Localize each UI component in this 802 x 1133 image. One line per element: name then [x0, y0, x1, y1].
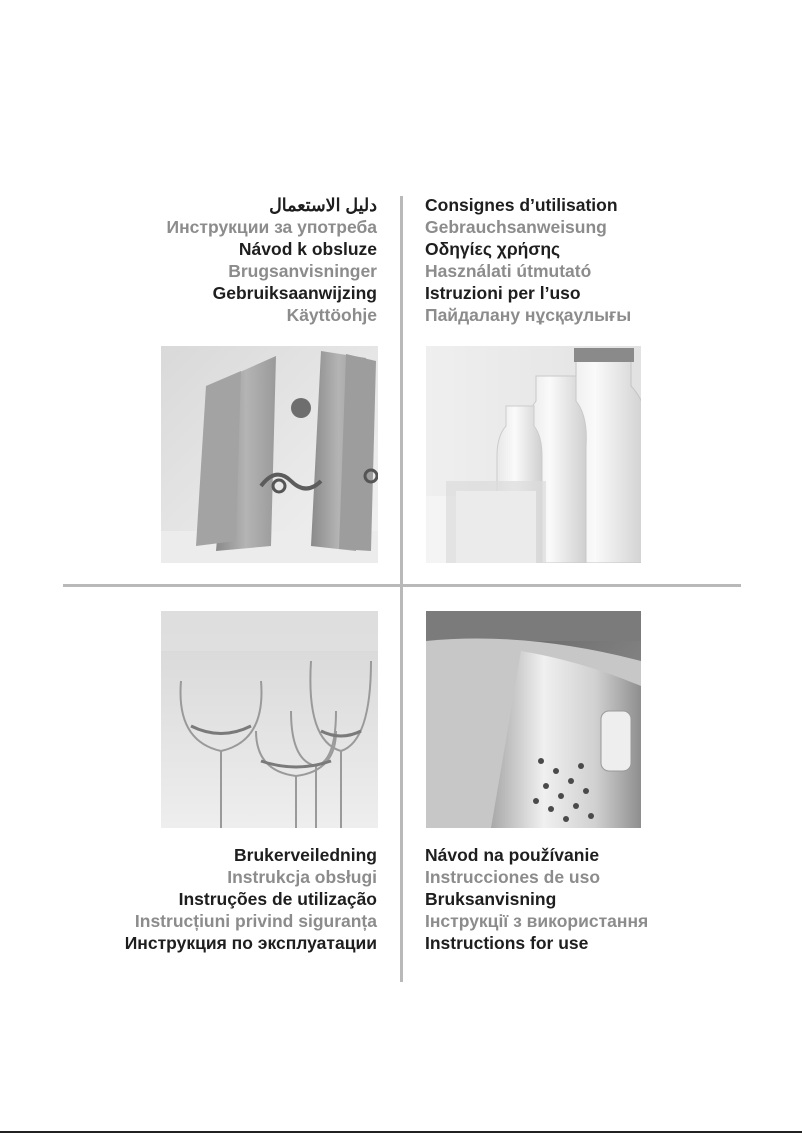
top-right-titles: [425, 194, 725, 326]
title-kk: Пайдалану нұсқаулығы: [425, 305, 632, 325]
clothespins-photo: [161, 346, 378, 563]
title-ar: دليل الاستعمال: [269, 195, 377, 215]
title-hu: Használati útmutató: [425, 261, 592, 281]
milk-bottles-photo: [426, 346, 641, 563]
bottom-left-titles: [60, 844, 377, 954]
title-nl: Gebruiksaanwijzing: [212, 283, 377, 303]
wine-glasses-photo: [161, 611, 378, 828]
title-pl: Instrukcja obsługi: [227, 867, 377, 887]
title-fr: Consignes d’utilisation: [425, 195, 618, 215]
title-it: Istruzioni per l’uso: [425, 283, 581, 303]
title-cs: Návod k obsluze: [238, 239, 377, 259]
title-pt: Instruções de utilização: [178, 889, 377, 909]
top-left-titles: [100, 194, 377, 326]
title-en: Instructions for use: [425, 933, 589, 953]
vertical-divider: [400, 196, 403, 982]
bottom-right-titles: [425, 844, 725, 954]
title-sv: Bruksanvisning: [425, 889, 557, 909]
title-es: Instrucciones de uso: [425, 867, 601, 887]
title-sk: Návod na používanie: [425, 845, 600, 865]
title-fi: Käyttöohje: [286, 305, 377, 325]
title-uk: Інструкції з використання: [425, 911, 649, 931]
title-el: Οδηγίες χρήσης: [425, 239, 561, 259]
title-ru: Инструкция по эксплуатации: [124, 933, 377, 953]
title-de: Gebrauchsanweisung: [425, 217, 607, 237]
title-ro: Instrucțiuni privind siguranța: [134, 911, 377, 931]
title-da: Brugsanvisninger: [228, 261, 377, 281]
horizontal-divider: [63, 584, 741, 587]
colander-photo: [426, 611, 641, 828]
title-bg: Инструкции за употреба: [166, 217, 377, 237]
title-no: Brukerveiledning: [234, 845, 377, 865]
